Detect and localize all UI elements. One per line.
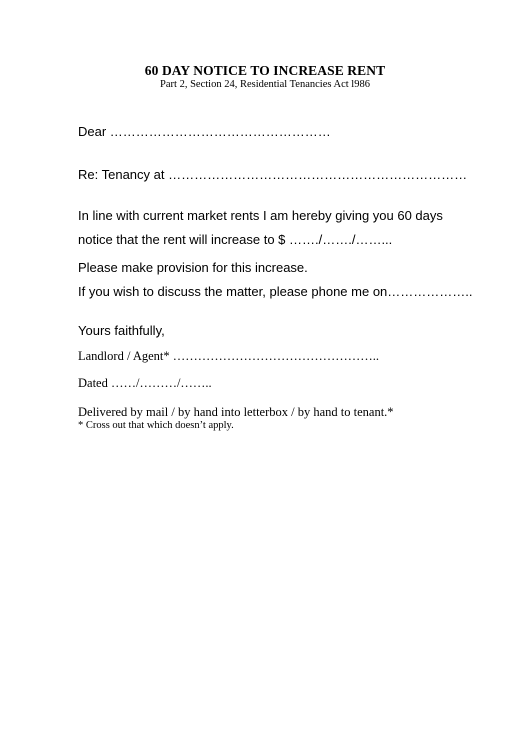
dated-line: Dated ……/………/……..: [78, 376, 212, 390]
dear-line: Dear ……………………………………………: [78, 124, 331, 139]
landlord-agent-signature-line: Landlord / Agent* …………………………………………..: [78, 349, 380, 363]
delivery-method-line: Delivered by mail / by hand into letterbox / by hand to tenant.*: [78, 405, 394, 419]
closing-salutation: Yours faithfully,: [78, 323, 165, 338]
provision-statement: Please make provision for this increase.: [78, 260, 308, 275]
rent-increase-amount-line: notice that the rent will increase to $ ……./……./……...: [78, 232, 393, 247]
cross-out-note: * Cross out that which doesn’t apply.: [78, 420, 234, 431]
notice-title: 60 DAY NOTICE TO INCREASE RENT: [144, 63, 386, 78]
market-rent-statement: In line with current market rents I am hereby giving you 60 days: [78, 208, 443, 223]
phone-contact-line: If you wish to discuss the matter, please phone me on………………..: [78, 284, 473, 299]
tenancy-address-line: Re: Tenancy at ……………………………………………………………: [78, 167, 468, 182]
notice-subtitle: Part 2, Section 24, Residential Tenancies Act l986: [160, 79, 370, 90]
